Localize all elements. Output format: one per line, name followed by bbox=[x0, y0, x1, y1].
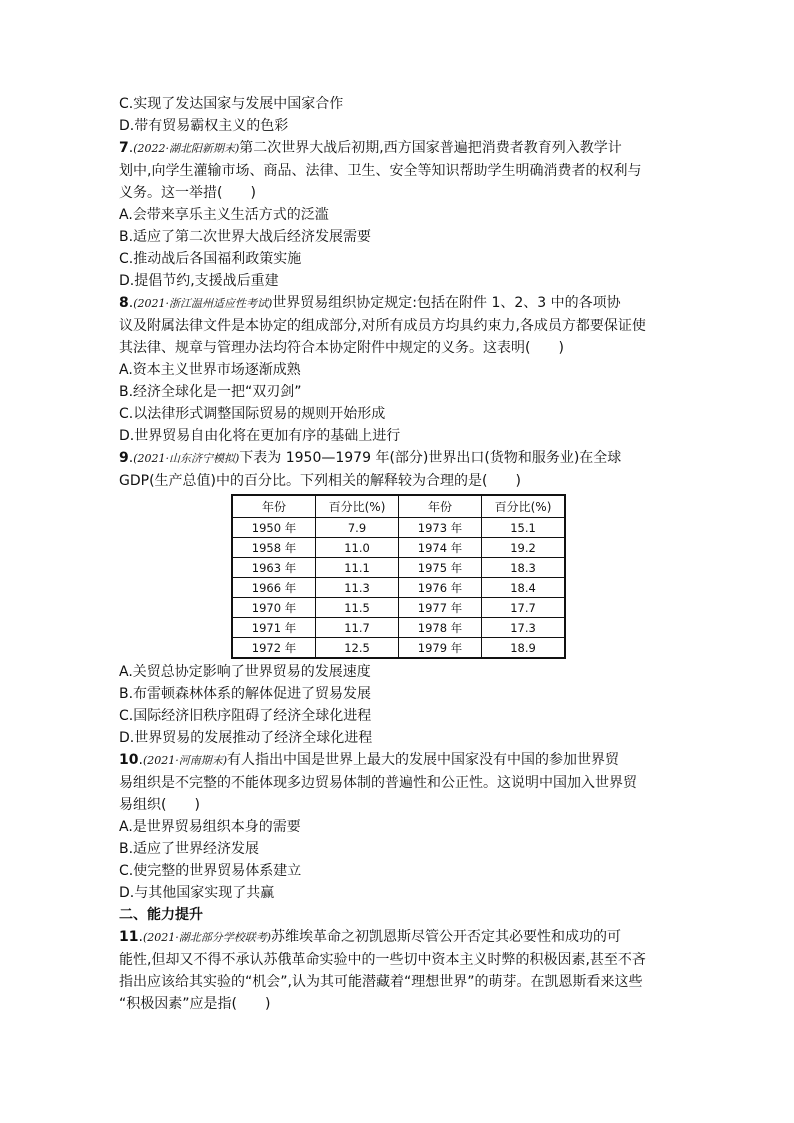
option-a: A.资本主义世界市场逐渐成熟 bbox=[119, 362, 301, 378]
question-text: 指出应该给其实验的“机会”,认为其可能潜藏着“理想世界”的萌芽。在凯恩斯看来这些 bbox=[119, 974, 643, 990]
question-number: 11 bbox=[119, 929, 139, 945]
question-number: 7 bbox=[119, 140, 129, 156]
question-text: 世界贸易组织协定规定:包括在附件 1、2、3 中的各项协 bbox=[272, 295, 621, 311]
option-c: C.使完整的世界贸易体系建立 bbox=[119, 863, 302, 879]
section-title: 二、能力提升 bbox=[119, 907, 203, 923]
table-cell: 1958 年 bbox=[232, 538, 316, 558]
question-text: 划中,向学生灌输市场、商品、法律、卫生、安全等知识帮助学生明确消费者的权利与 bbox=[119, 163, 642, 179]
option-c: C.推动战后各国福利政策实施 bbox=[119, 251, 302, 267]
table-cell: 1963 年 bbox=[232, 558, 316, 578]
table-cell: 12.5 bbox=[316, 638, 399, 659]
table-cell: 18.9 bbox=[482, 638, 566, 659]
table-cell: 1977 年 bbox=[399, 598, 482, 618]
table-cell: 1950 年 bbox=[232, 518, 316, 538]
table-row bbox=[232, 538, 565, 558]
option-c: C.国际经济旧秩序阻碍了经济全球化进程 bbox=[119, 708, 372, 724]
option-d: D.提倡节约,支援战后重建 bbox=[119, 273, 279, 289]
export-percentage-table bbox=[231, 494, 566, 659]
table-cell: 1979 年 bbox=[399, 638, 482, 659]
option-a: A.是世界贸易组织本身的需要 bbox=[119, 819, 301, 835]
table-cell: 1976 年 bbox=[399, 578, 482, 598]
table-cell: 11.3 bbox=[316, 578, 399, 598]
question-text: 下表为 1950—1979 年(部分)世界出口(货物和服务业)在全球 bbox=[239, 450, 622, 466]
question-source: (2021·浙江温州适应性考试) bbox=[133, 297, 273, 310]
option-b: B.适应了第二次世界大战后经济发展需要 bbox=[119, 229, 372, 245]
table-cell: 18.3 bbox=[482, 558, 566, 578]
question-content bbox=[119, 93, 684, 1015]
table-cell: 1973 年 bbox=[399, 518, 482, 538]
table-cell: 1978 年 bbox=[399, 618, 482, 638]
table-cell: 1975 年 bbox=[399, 558, 482, 578]
header-year: 年份 bbox=[399, 495, 482, 518]
table-row bbox=[232, 558, 565, 578]
table-row bbox=[232, 578, 565, 598]
question-text: 有人指出中国是世界上最大的发展中国家没有中国的参加世界贸 bbox=[227, 752, 620, 768]
table-cell: 11.0 bbox=[316, 538, 399, 558]
option-b: B.布雷顿森林体系的解体促进了贸易发展 bbox=[119, 686, 372, 702]
question-text: 义务。这一举措( ) bbox=[119, 185, 256, 201]
table-row bbox=[232, 638, 565, 659]
question-text: 苏维埃革命之初凯恩斯尽管公开否定其必要性和成功的可 bbox=[271, 929, 622, 945]
option-d: D.世界贸易的发展推动了经济全球化进程 bbox=[119, 730, 373, 746]
question-8-stem: 8.(2021·浙江温州适应性考试)世界贸易组织协定规定:包括在附件 1、2、3 中的各项协 bbox=[119, 295, 621, 311]
question-text: 议及附属法律文件是本协定的组成部分,对所有成员方均具约束力,各成员方都要保证使 bbox=[119, 318, 646, 334]
header-percent: 百分比(%) bbox=[316, 495, 399, 518]
table-row bbox=[232, 518, 565, 538]
table-cell: 1970 年 bbox=[232, 598, 316, 618]
question-9-stem: 9.(2021·山东济宁模拟)下表为 1950—1979 年(部分)世界出口(货物和服务业)在全球 bbox=[119, 450, 622, 466]
question-text: 第二次世界大战后初期,西方国家普遍把消费者教育列入教学计 bbox=[239, 140, 622, 156]
option-a: A.会带来享乐主义生活方式的泛滥 bbox=[119, 207, 329, 223]
option-c: C.实现了发达国家与发展中国家合作 bbox=[119, 96, 344, 112]
question-source: (2021·河南期末) bbox=[142, 754, 228, 767]
question-text: “积极因素”应是指( ) bbox=[119, 996, 271, 1012]
table-cell: 11.7 bbox=[316, 618, 399, 638]
option-b: B.适应了世界经济发展 bbox=[119, 841, 260, 857]
table-row bbox=[232, 598, 565, 618]
question-text: 其法律、规章与管理办法均符合本协定附件中规定的义务。这表明( ) bbox=[119, 340, 564, 356]
question-11-stem: 11.(2021·湖北部分学校联考)苏维埃革命之初凯恩斯尽管公开否定其必要性和成功的可 bbox=[119, 929, 622, 945]
option-d: D.世界贸易自由化将在更加有序的基础上进行 bbox=[119, 428, 401, 444]
question-source: (2022·湖北阳新期末) bbox=[133, 142, 240, 155]
table-cell: 1974 年 bbox=[399, 538, 482, 558]
option-d: D.与其他国家实现了共赢 bbox=[119, 885, 275, 901]
question-number: 9 bbox=[119, 450, 129, 466]
table-cell: 7.9 bbox=[316, 518, 399, 538]
table-cell: 18.4 bbox=[482, 578, 566, 598]
question-7-stem: 7.(2022·湖北阳新期末)第二次世界大战后初期,西方国家普遍把消费者教育列入教学计 bbox=[119, 140, 622, 156]
question-text: GDP(生产总值)中的百分比。下列相关的解释较为合理的是( ) bbox=[119, 473, 521, 489]
table-cell: 11.1 bbox=[316, 558, 399, 578]
table-cell: 17.7 bbox=[482, 598, 566, 618]
table-cell: 1971 年 bbox=[232, 618, 316, 638]
table-cell: 15.1 bbox=[482, 518, 566, 538]
table-cell: 11.5 bbox=[316, 598, 399, 618]
question-text: 易组织( ) bbox=[119, 797, 200, 813]
header-percent: 百分比(%) bbox=[482, 495, 566, 518]
table-cell: 1966 年 bbox=[232, 578, 316, 598]
table-row bbox=[232, 618, 565, 638]
header-year: 年份 bbox=[232, 495, 316, 518]
option-c: C.以法律形式调整国际贸易的规则开始形成 bbox=[119, 406, 386, 422]
question-text: 能性,但却又不得不承认苏俄革命实验中的一些切中资本主义时弊的积极因素,甚至不吝 bbox=[119, 952, 646, 968]
question-source: (2021·山东济宁模拟) bbox=[133, 452, 240, 465]
question-10-stem: 10.(2021·河南期末)有人指出中国是世界上最大的发展中国家没有中国的参加世界贸 bbox=[119, 752, 620, 768]
question-source: (2021·湖北部分学校联考) bbox=[142, 931, 272, 944]
option-b: B.经济全球化是一把“双刃剑” bbox=[119, 384, 302, 400]
table-cell: 19.2 bbox=[482, 538, 566, 558]
option-a: A.关贸总协定影响了世界贸易的发展速度 bbox=[119, 664, 371, 680]
table-cell: 1972 年 bbox=[232, 638, 316, 659]
question-text: 易组织是不完整的不能体现多边贸易体制的普遍性和公正性。这说明中国加入世界贸 bbox=[119, 775, 637, 791]
table-header-row bbox=[232, 495, 565, 518]
question-number: 10 bbox=[119, 752, 139, 768]
question-number: 8 bbox=[119, 295, 129, 311]
option-d: D.带有贸易霸权主义的色彩 bbox=[119, 118, 289, 134]
table-cell: 17.3 bbox=[482, 618, 566, 638]
